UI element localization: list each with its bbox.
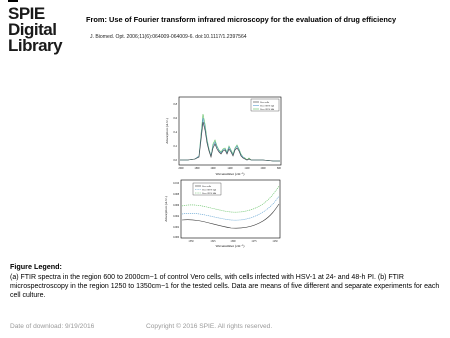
panel-a-ytick: 0.8 (173, 103, 177, 106)
panel-a-xtick: 1000 (260, 167, 266, 170)
panel-a-ytick: 0.4 (173, 131, 177, 134)
panel-b-ytick: 0.008 (173, 193, 179, 196)
panel-a-ytick: 0.2 (173, 145, 177, 148)
panel-a-xtick: 2000 (178, 167, 184, 170)
figure-legend-heading: Figure Legend: (10, 262, 62, 271)
panel-b-ytick: 0.010 (173, 182, 179, 185)
panel-a-ytick: 0.6 (173, 117, 177, 120)
article-citation: J. Biomed. Opt. 2006;11(6):064009-064009-6. doi:10.1117/1.2397564 (90, 34, 247, 40)
panel-a-legend (251, 99, 279, 111)
panel-b-xtick: 1350 (188, 240, 194, 243)
panel-b-ytick: 0.006 (173, 204, 179, 207)
logo-line-3: Library (8, 36, 63, 55)
panel-a-xtick: 1600 (210, 167, 216, 170)
panel-b-curve-blue (182, 196, 279, 220)
panel-b-ytick: 0.002 (173, 226, 179, 229)
logo-bar (8, 0, 18, 2)
panel-a-yticks (174, 103, 178, 162)
article-title: From: Use of Fourier transform infrared microscopy for the evaluation of drug efficiency (86, 15, 397, 24)
panel-a-spectrum-green (180, 114, 280, 161)
panel-b-legend (193, 183, 221, 195)
panel-b-xtick: 1275 (251, 240, 257, 243)
panel-a-xtick: 1400 (227, 167, 233, 170)
panel-b-ytick: 0.000 (173, 236, 179, 239)
panel-a-spectrum-blue (180, 118, 280, 161)
spie-logo (8, 6, 62, 54)
panel-a-legend-item: Vero+HSV 24h (260, 105, 275, 108)
logo-line-2: Digital (8, 20, 57, 39)
panel-a (165, 97, 282, 176)
panel-a-xlabel: Wavenumber (cm⁻¹) (215, 172, 245, 176)
panel-b-xtick: 1300 (230, 240, 236, 243)
panel-a-ylabel: Absorption (A.U.) (165, 118, 169, 144)
panel-a-xtick: 1200 (244, 167, 250, 170)
panel-a-xticks (178, 167, 281, 170)
panel-b-ylabel: Absorption (A.U.) (164, 196, 168, 222)
download-date: Date of download: 9/19/2016 (10, 323, 95, 330)
panel-b-curve-gray (182, 204, 279, 228)
panel-a-legend-item: Vero+HSV 48h (260, 109, 275, 111)
copyright-notice: Copyright © 2016 SPIE. All rights reserved. (146, 323, 273, 330)
panel-b-xticks (188, 240, 278, 243)
figure-legend-text: (a) FTIR spectra in the region 600 to 2000cm−1 of control Vero cells, with cells infected with HSV-1 at 24- and 48-h PI. (b) FTIR microspectroscopy in the region 1250 to 1350cm−1 for the tested cells. Data are means of five different and separate experiments for each cell culture. (10, 274, 440, 299)
panel-b-yticks (173, 182, 180, 239)
panel-a-xtick: 1800 (194, 167, 200, 170)
panel-b-legend-item: Vero+HSV 48h (202, 193, 217, 195)
panel-b (164, 180, 280, 248)
panel-b-xtick: 1325 (210, 240, 216, 243)
panel-a-legend-item: Vero cells (260, 102, 270, 104)
logo-line-1: SPIE (8, 4, 45, 23)
panel-b-legend-item: Vero+HSV 24h (202, 189, 217, 192)
panel-a-ytick: 0.0 (173, 159, 177, 162)
figure-image (163, 94, 285, 253)
panel-a-xtick: 800 (277, 167, 281, 170)
panel-b-ytick: 0.004 (173, 215, 179, 218)
panel-b-legend-item: Vero cells (202, 186, 212, 188)
panel-b-xtick: 1250 (272, 240, 278, 243)
panel-a-spectrum-gray (180, 122, 280, 161)
panel-b-xlabel: Wavenumber (cm⁻¹) (215, 244, 245, 248)
